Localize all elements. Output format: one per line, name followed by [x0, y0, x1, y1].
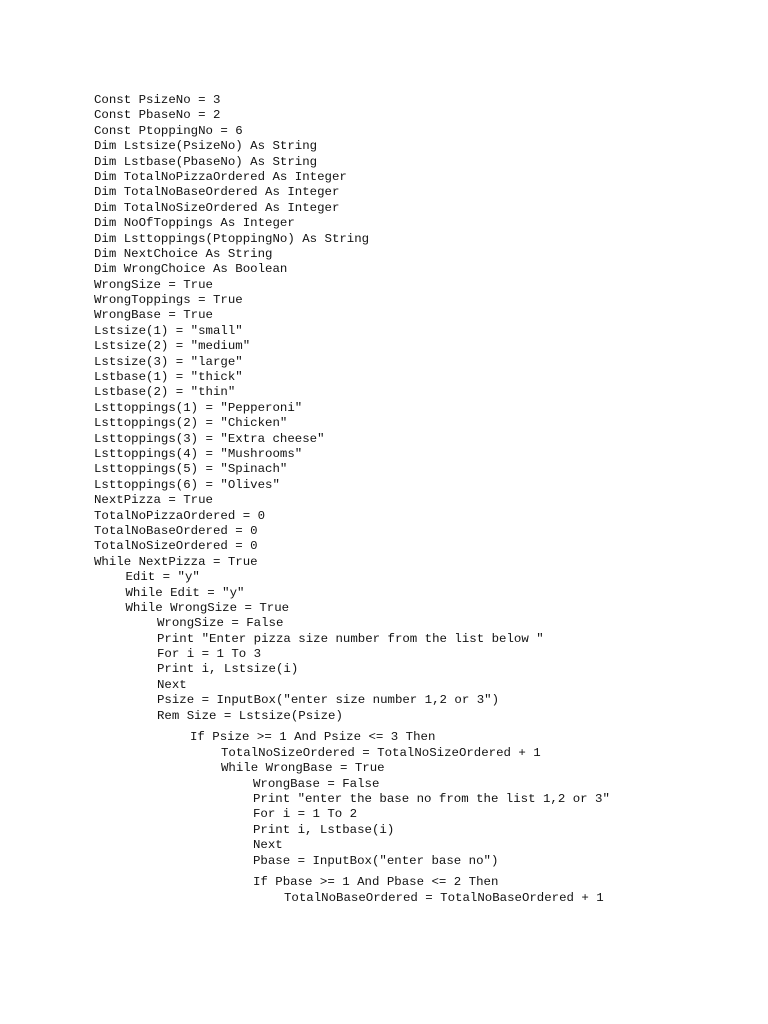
code-line: Lsttoppings(4) = "Mushrooms" [94, 446, 303, 461]
code-line: Lstsize(1) = "small" [94, 323, 243, 338]
code-line: Dim TotalNoBaseOrdered As Integer [94, 185, 340, 200]
code-line: Rem Size = Lstsize(Psize) [157, 708, 343, 723]
code-line: For i = 1 To 2 [253, 807, 358, 822]
code-line: Edit = "y" [125, 570, 200, 585]
code-line: WrongBase = True [94, 308, 213, 323]
code-line: Lstsize(2) = "medium" [94, 339, 251, 354]
code-line: Lsttoppings(5) = "Spinach" [94, 462, 288, 477]
code-line: TotalNoBaseOrdered = TotalNoBaseOrdered + 1 [284, 890, 604, 905]
code-line: Dim Lsttoppings(PtoppingNo) As String [94, 231, 370, 246]
code-line: Dim TotalNoSizeOrdered As Integer [94, 200, 340, 215]
code-line: Next [253, 838, 283, 853]
code-line: If Psize >= 1 And Psize <= 3 Then [190, 730, 436, 745]
code-line: TotalNoPizzaOrdered = 0 [94, 508, 266, 523]
code-line: WrongBase = False [253, 776, 380, 791]
code-line: Const PtoppingNo = 6 [94, 123, 243, 138]
code-line: Dim Lstbase(PbaseNo) As String [94, 154, 318, 169]
code-line: Next [157, 677, 187, 692]
code-line: While Edit = "y" [125, 585, 245, 600]
code-line: Print "enter the base no from the list 1,2 or 3" [253, 791, 610, 806]
code-line: WrongSize = True [94, 277, 213, 292]
code-line: For i = 1 To 3 [157, 647, 262, 662]
code-line: Dim NextChoice As String [94, 246, 273, 261]
code-line: Psize = InputBox("enter size number 1,2 or 3") [157, 693, 500, 708]
code-line: Lsttoppings(2) = "Chicken" [94, 416, 288, 431]
code-line: TotalNoBaseOrdered = 0 [94, 523, 258, 538]
code-line: While NextPizza = True [94, 554, 258, 569]
code-line: Lstbase(2) = "thin" [94, 385, 236, 400]
code-line: Dim WrongChoice As Boolean [94, 262, 288, 277]
code-line: While WrongSize = True [125, 600, 290, 615]
code-line: TotalNoSizeOrdered = 0 [94, 539, 258, 554]
code-line: Print "Enter pizza size number from the list below " [157, 631, 544, 646]
code-line: TotalNoSizeOrdered = TotalNoSizeOrdered + 1 [221, 745, 541, 760]
code-line: Lsttoppings(3) = "Extra cheese" [94, 431, 325, 446]
code-line: If Pbase >= 1 And Pbase <= 2 Then [253, 875, 499, 890]
code-line: WrongToppings = True [94, 293, 243, 308]
code-line: NextPizza = True [94, 493, 213, 508]
code-line: Lstbase(1) = "thick" [94, 370, 243, 385]
code-line: Lstsize(3) = "large" [94, 354, 243, 369]
code-line: Lsttoppings(6) = "Olives" [94, 477, 280, 492]
code-line: Print i, Lstbase(i) [253, 822, 395, 837]
code-line: Pbase = InputBox("enter base no") [253, 853, 499, 868]
code-line: Lsttoppings(1) = "Pepperoni" [94, 400, 303, 415]
code-line: Const PsizeNo = 3 [94, 93, 221, 107]
code-line: Const PbaseNo = 2 [94, 108, 221, 123]
code-listing [94, 93, 610, 906]
code-line: Print i, Lstsize(i) [157, 662, 299, 677]
code-line: Dim NoOfToppings As Integer [94, 216, 295, 231]
code-line: Dim Lstsize(PsizeNo) As String [94, 139, 318, 154]
code-line: WrongSize = False [157, 616, 284, 631]
code-line: Dim TotalNoPizzaOrdered As Integer [94, 169, 347, 184]
code-line: While WrongBase = True [221, 761, 385, 776]
